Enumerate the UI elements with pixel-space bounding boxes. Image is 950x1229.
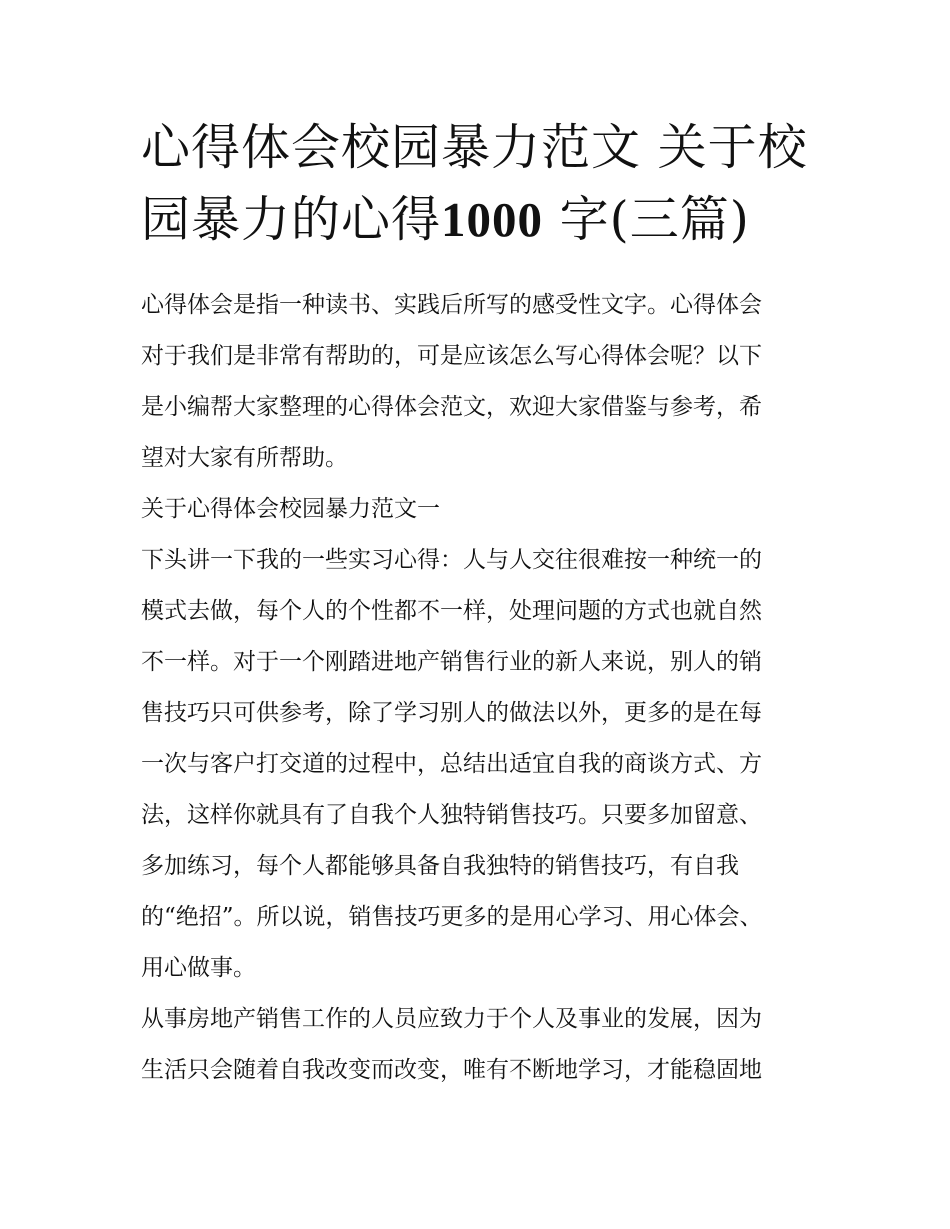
paragraph-line: 用心做事。	[141, 955, 256, 981]
paragraph-line: 下头讲一下我的一些实习心得：人与人交往很难按一种统一的	[141, 547, 762, 573]
body-paragraph-2	[141, 994, 813, 1096]
title-line-1: 心得体会校园暴力范文 关于校	[141, 119, 808, 176]
intro-paragraph	[141, 280, 813, 484]
section-heading	[141, 484, 813, 535]
title-number: 1000	[441, 192, 544, 247]
paragraph-line: 的“绝招”。所以说，销售技巧更多的是用心学习、用心体会、	[141, 904, 763, 930]
paragraph-line: 不一样。对于一个刚踏进地产销售行业的新人来说，别人的销	[141, 649, 762, 675]
paragraph-line: 法，这样你就具有了自我个人独特销售技巧。只要多加留意、	[141, 802, 762, 828]
paragraph-line: 模式去做，每个人的个性都不一样，处理问题的方式也就自然	[141, 598, 762, 624]
paragraph-line: 从事房地产销售工作的人员应致力于个人及事业的发展，因为	[141, 1006, 762, 1032]
title-line-2	[141, 184, 813, 256]
paragraph-line: 对于我们是非常有帮助的，可是应该怎么写心得体会呢？以下	[141, 343, 762, 369]
paragraph-line: 心得体会是指一种读书、实践后所写的感受性文字。心得体会	[141, 292, 762, 318]
section-heading-text: 关于心得体会校园暴力范文一	[141, 496, 440, 522]
paragraph-line: 售技巧只可供参考，除了学习别人的做法以外，更多的是在每	[141, 700, 762, 726]
title-line-2-text: 园暴力的心得	[141, 191, 442, 248]
paragraph-line: 望对大家有所帮助。	[141, 445, 348, 471]
title-line-2-suffix: 字(三篇)	[543, 191, 750, 248]
document-content	[141, 112, 813, 1096]
paragraph-line: 生活只会随着自我改变而改变，唯有不断地学习，才能稳固地	[141, 1057, 762, 1083]
paragraph-line: 是小编帮大家整理的心得体会范文，欢迎大家借鉴与参考，希	[141, 394, 762, 420]
document-title	[141, 112, 813, 256]
body-paragraph-1	[141, 535, 813, 994]
paragraph-line: 一次与客户打交道的过程中，总结出适宜自我的商谈方式、方	[141, 751, 762, 777]
paragraph-line: 多加练习，每个人都能够具备自我独特的销售技巧，有自我	[141, 853, 739, 879]
